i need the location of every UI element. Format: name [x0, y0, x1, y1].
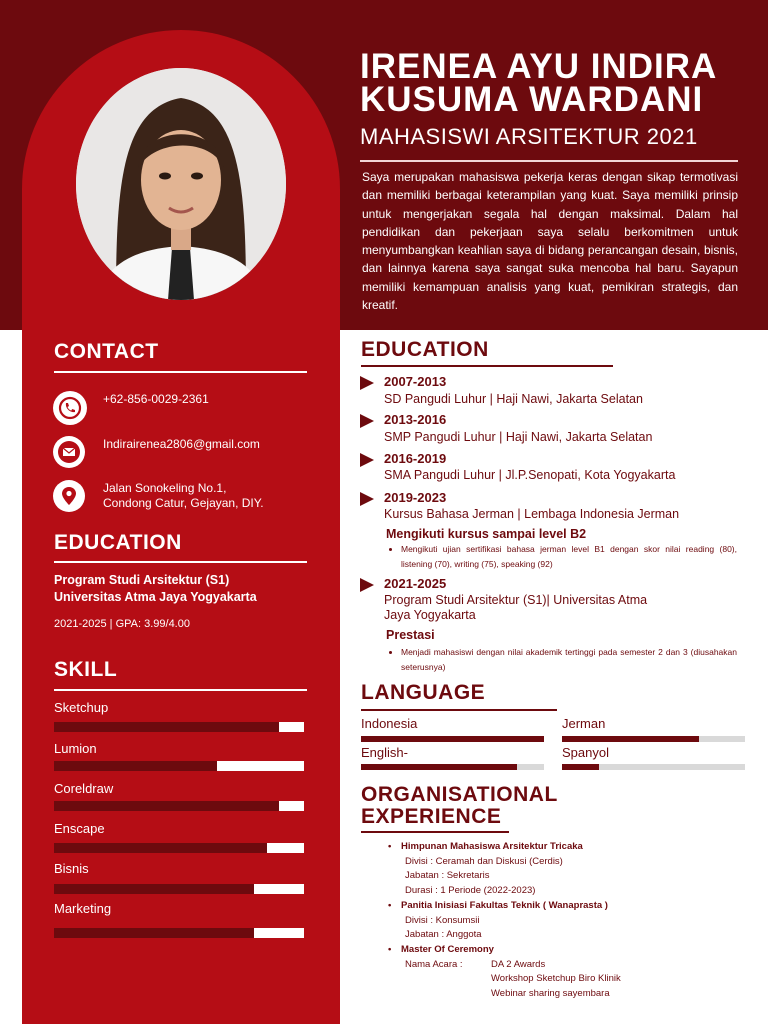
arrow-icon [360, 578, 374, 592]
education-school: SD Pangudi Luhur | Haji Nawi, Jakarta Selatan [384, 392, 643, 406]
language-name: Jerman [562, 716, 606, 731]
language-name: Spanyol [562, 745, 609, 760]
email-icon [53, 436, 85, 468]
org-name: • Panitia Inisiasi Fakultas Teknik ( Wanaprasta ) [401, 899, 621, 914]
bullet-item: • Menjadi mahasiswi dengan nilai akademik tertinggi pada semester 2 dan 3 (diusahakan seterusnya) [401, 645, 737, 675]
education-year: 2019-2023 [384, 490, 447, 505]
org-event-row [401, 987, 621, 1002]
prestasi-subhead: Prestasi [386, 628, 435, 642]
language-bar-fill [562, 736, 699, 742]
org-event-label: Nama Acara : [405, 958, 463, 970]
organisation-divider [361, 831, 509, 833]
contact-address: Jalan Sonokeling No.1, Condong Catur, Gejayan, DIY. [103, 481, 264, 510]
title-divider [360, 160, 738, 162]
education-divider [361, 365, 613, 367]
language-divider [361, 709, 557, 711]
education-school: SMA Pangudi Luhur | Jl.P.Senopati, Kota Yogyakarta [384, 468, 676, 482]
organisation-heading: ORGANISATIONAL EXPERIENCE [361, 783, 558, 828]
contact-email[interactable]: Indirairenea2806@gmail.com [103, 437, 260, 451]
org-event: DA 2 Awards [491, 958, 546, 970]
skill-divider [54, 689, 307, 691]
org-detail: Jabatan : Sekretaris [405, 870, 490, 882]
contact-heading: CONTACT [54, 340, 159, 363]
skill-name: Sketchup [54, 700, 109, 715]
language-bar-fill [361, 764, 517, 770]
education-heading: EDUCATION [361, 338, 489, 361]
education-school: SMP Pangudi Luhur | Haji Nawi, Jakarta Selatan [384, 430, 653, 444]
skill-bar-fill [54, 843, 267, 853]
arrow-icon [360, 376, 374, 390]
skill-heading: SKILL [54, 658, 118, 681]
org-event: Workshop Sketchup Biro Klinik [491, 973, 621, 985]
education-year: 2016-2019 [384, 451, 447, 466]
profile-summary: Saya merupakan mahasiswa pekerja keras dengan sikap termotivasi dan memiliki berbagai keterampilan yang kuat. Saya memiliki prinsip untuk mengerjakan segala hal dengan maksimal. Dalam hal pendidikan dan pekerjaan saya selalu berkomitmen untuk menyumbangkan keahlian saya di bidang perancangan desain, bisnis, dan lainnya karena saya sangat suka mencoba hal baru. Sayapun memiliki kemampuan analisis yang kuat, pemikiran strategis, dan kreatif. [362, 170, 738, 313]
skill-name: Lumion [54, 741, 97, 756]
education-year: 2021-2025 [384, 576, 447, 591]
education-program: Program Studi Arsitektur (S1) [54, 573, 230, 587]
skill-bar [54, 761, 304, 771]
german-course-subhead: Mengikuti kursus sampai level B2 [386, 527, 587, 541]
education-university: Universitas Atma Jaya Yogyakarta [54, 590, 257, 604]
education-year: 2013-2016 [384, 412, 447, 427]
skill-bar-fill [54, 928, 254, 938]
arrow-icon [360, 453, 374, 467]
org-event: Webinar sharing sayembara [491, 988, 610, 1000]
skill-bar-fill [54, 801, 279, 811]
organisation-list [401, 840, 621, 1002]
language-bar [361, 764, 544, 770]
arrow-icon [360, 414, 374, 428]
skill-name: Bisnis [54, 861, 89, 876]
skill-bar-fill [54, 761, 217, 771]
language-bar-fill [562, 764, 599, 770]
skill-bar [54, 722, 304, 732]
org-detail: Jabatan : Anggota [405, 929, 482, 941]
skill-bar [54, 928, 304, 938]
skill-name: Coreldraw [54, 781, 114, 796]
german-course-bullets [401, 542, 737, 572]
education-year: 2007-2013 [384, 374, 447, 389]
education-school: Kursus Bahasa Jerman | Lembaga Indonesia Jerman [384, 507, 680, 521]
skill-bar [54, 801, 304, 811]
left-education-divider [54, 561, 307, 563]
org-event-row [401, 972, 621, 987]
job-title: MAHASISWI ARSITEKTUR 2021 [360, 124, 698, 149]
phone-icon [53, 391, 87, 425]
org-name: • Master Of Ceremony [401, 943, 621, 958]
language-heading: LANGUAGE [361, 681, 486, 704]
education-gpa: 2021-2025 | GPA: 3.99/4.00 [54, 618, 190, 630]
bullet-item: • Mengikuti ujian sertifikasi bahasa jerman level B1 dengan skor nilai reading (80), listening (70), writing (75), speaking (92) [401, 542, 737, 572]
language-bar [562, 764, 745, 770]
language-name: English- [361, 745, 408, 760]
profile-photo [76, 68, 286, 300]
skill-name: Marketing [54, 901, 112, 916]
org-detail: Divisi : Ceramah dan Diskusi (Cerdis) [405, 855, 563, 867]
language-bar-fill [361, 736, 544, 742]
org-event-row [401, 958, 621, 973]
skill-bar-fill [54, 884, 254, 894]
portrait-illustration [76, 68, 286, 300]
location-icon [53, 480, 85, 512]
skill-bar-fill [54, 722, 279, 732]
contact-phone[interactable]: +62-856-0029-2361 [103, 392, 209, 406]
contact-divider [54, 371, 307, 373]
org-detail: Durasi : 1 Periode (2022-2023) [405, 885, 536, 897]
skill-bar [54, 843, 304, 853]
full-name: IRENEA AYU INDIRA KUSUMA WARDANI [360, 47, 718, 119]
arrow-icon [360, 492, 374, 506]
education-school: Program Studi Arsitektur (S1)| Universitas Atma Jaya Yogyakarta [384, 593, 648, 622]
language-name: Indonesia [361, 716, 418, 731]
org-detail: Divisi : Konsumsii [405, 914, 480, 926]
skill-name: Enscape [54, 821, 105, 836]
skill-bar [54, 884, 304, 894]
left-education-heading: EDUCATION [54, 531, 182, 554]
prestasi-bullets [401, 645, 737, 675]
language-bar [361, 736, 544, 742]
language-bar [562, 736, 745, 742]
org-name: • Himpunan Mahasiswa Arsitektur Tricaka [401, 840, 621, 855]
